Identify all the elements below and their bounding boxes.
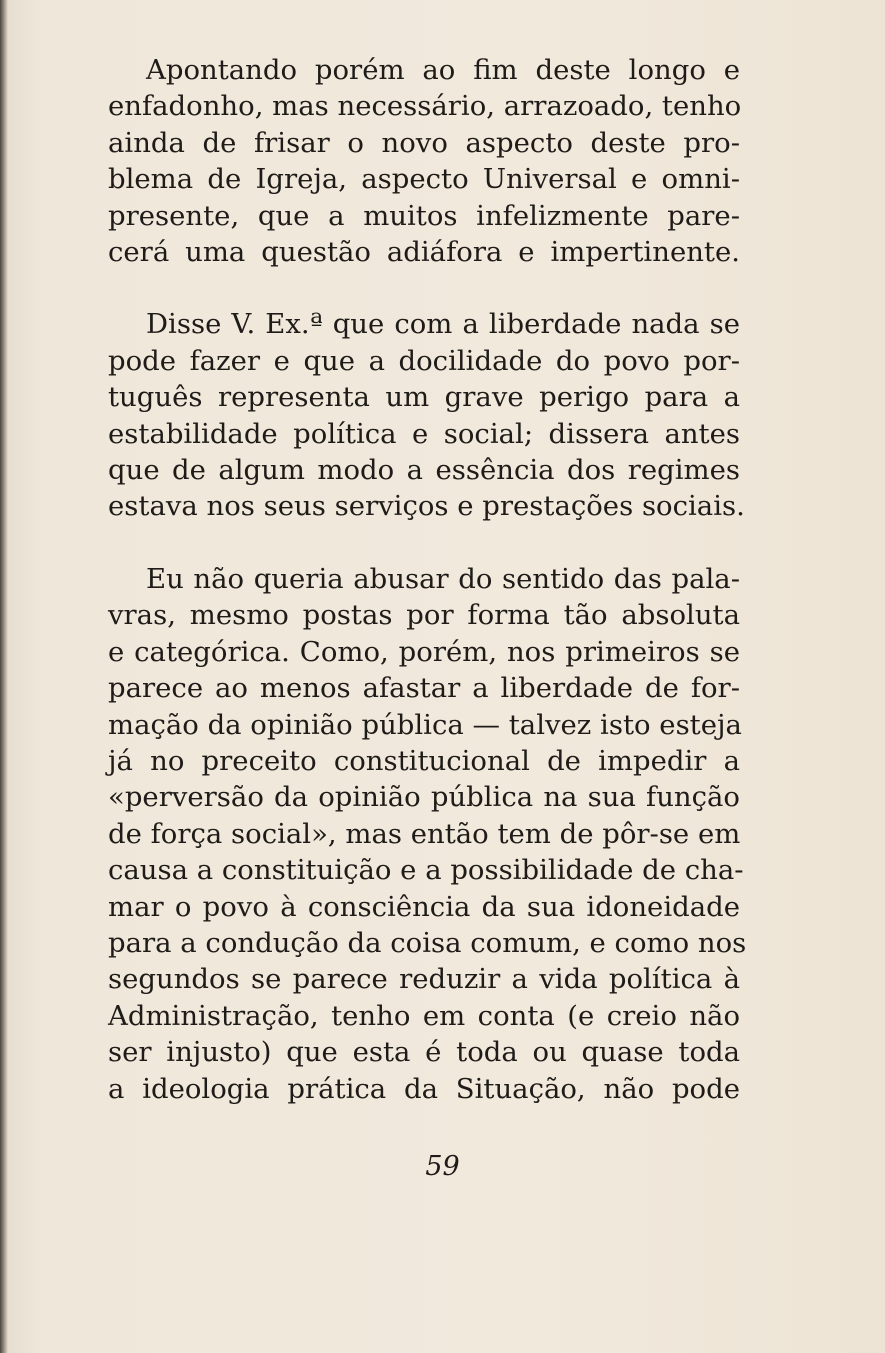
text-line: causa a constituição e a possibilidade de cha- xyxy=(108,854,744,887)
text-line: a ideologia prática da Situação, não pode xyxy=(108,1072,740,1105)
text-line: «perversão da opinião pública na sua função xyxy=(108,781,740,814)
text-line: segundos se parece reduzir a vida política à xyxy=(108,963,740,996)
paragraph-1 xyxy=(108,52,740,270)
body-text xyxy=(108,52,747,1107)
text-line: tuguês representa um grave perigo para a xyxy=(108,381,740,414)
paragraph-2 xyxy=(108,306,745,524)
text-line: pode fazer e que a docilidade do povo por- xyxy=(108,344,740,377)
text-line: vras, mesmo postas por forma tão absoluta xyxy=(108,599,740,632)
text-line: Apontando porém ao fim deste longo e xyxy=(146,54,740,86)
text-line: presente, que a muitos infelizmente pare- xyxy=(108,199,740,232)
text-line: enfadonho, mas necessário, arrazoado, tenho xyxy=(108,90,742,123)
text-line: Disse V. Ex.ª que com a liberdade nada se xyxy=(146,308,740,341)
text-line: já no preceito constitucional de impedir a xyxy=(108,744,740,777)
text-line: Administração, tenho em conta (e creio não xyxy=(108,999,740,1032)
text-line: parece ao menos afastar a liberdade de for- xyxy=(108,672,740,705)
text-line: estava nos seus serviços e prestações sociais. xyxy=(108,490,745,523)
page-number: 59 xyxy=(425,1151,460,1182)
text-line: ainda de frisar o novo aspecto deste pro- xyxy=(108,126,740,159)
text-line: ser injusto) que esta é toda ou quase toda xyxy=(108,1036,740,1069)
text-line: de força social», mas então tem de pôr-se em xyxy=(108,817,741,850)
text-line: mar o povo à consciência da sua idoneidade xyxy=(108,890,740,923)
text-line: Eu não queria abusar do sentido das pala- xyxy=(146,562,740,595)
text-line: cerá uma questão adiáfora e impertinente. xyxy=(108,236,740,269)
text-line: estabilidade política e social; dissera antes xyxy=(108,417,740,450)
text-line: para a condução da coisa comum, e como nos xyxy=(108,926,747,959)
text-line: blema de Igreja, aspecto Universal e omni- xyxy=(108,163,740,196)
text-line: e categórica. Como, porém, nos primeiros se xyxy=(108,635,740,668)
text-line: mação da opinião pública — talvez isto esteja xyxy=(108,708,742,741)
paragraph-3 xyxy=(108,561,747,1107)
text-line: que de algum modo a essência dos regimes xyxy=(108,454,740,487)
